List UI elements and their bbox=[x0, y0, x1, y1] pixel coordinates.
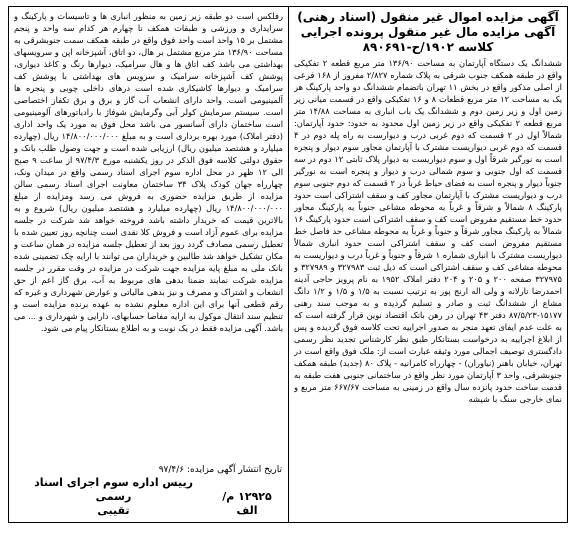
notice-case-number: کلاسه ۱۹۰۲/ح-۸۹۰۶۹۱ bbox=[362, 40, 494, 54]
notice-footer bbox=[15, 464, 282, 518]
signature-block bbox=[15, 476, 282, 518]
signatory-title: رییس اداره سوم اجرای اسناد رسمی bbox=[34, 476, 193, 503]
notice-title-line1: آگهی مزایده اموال غیر منقول (اسناد رهنی) bbox=[297, 10, 559, 24]
notice-body-right: ششدانگ یک دستگاه آپارتمان به مساحت ۱۳۶/۹۰ متر مربع قطعه ۲ تفکیکی واقع در طبقه همکف جنوب شرقی به پلاک شماره ۲/۸۲۷ مفروز از ۱۶۸ فرعی از اصلی مذکور واقع در بخش ۱۱ تهران باتضمام ششدانگ دو واحد پارکینگ هر یک به مساحت ۱۲ متر مربع قطعات ۸ و ۱۶ تفکیکی واقع در قسمت میانی زیر زمین اول و زیر زمین دوم و ششدانگ یک باب انباری به مساحت ۱۴/۸۸ متر مربع قطعه ۲ تفکیکی واقع در زیر زمین اول محدود به حدود: حدود آپارتمان: شمالاً اول در ۲ قسمت که دوم غربی درب و دیوارست به راه پله دوم در ۴ قسمت که دوم غربی دیواریست مشترک با آپارتمان مجاور سوم دیوار و پنجره است به نورگیر شرقاً اول و سوم دیواریست به دیوار پلاک ثابتی ۱۲ دوم در سه قسمت که اول جنوبی و سوم شمالی درب و دیوار و پنجره است به نورگیر جنوباً دیوار و پنجره است به فضای حیاط غرباً در ۲ قسمت که دوم جنوبی سوم درب و دیواریست مشترک با آپارتمان مجاور کف و سقف اشتراکی است حدود پارکینگ ۸ شمالاً و شرقاً و غرباً به محوطه مشاعی جنوباً به پارکینگ مجاور حدود خط مستقیم مفروض است کف و سقف اشتراکی است حدود پارکینگ ۱۶ شمالاً به پارکینگ مجاور شرقاً و جنوباً و غرباً به محوطه مشاعی حد فاصل خط مستقیم مفروض است کف و سقف اشتراکی است حدود انباری شمالاً دیواریست مشترک با انباری شماره ۱ شرقاً و جنوباً و غرباً درب و دیواریست به محوطه مشاعی کف و سقف اشتراکی است که ذیل ثبت ۳۲۷۹۸۳ و ۳۲۷۹۸۹ و ۳۲۷۹۷۵ صفحه ۲۰۰ و ۲۰۵ و ۲۰۴ دفتر املاک ۱۹۵۲ به نام پرویز حاجی آدینه احمدرضا تارلانه و ولی اله ارنج پور به ترتیب نسبت به ۱/۵ و ۱/۵ و ۱/۲ دانگ مشاع از ششدانگ ثبت و صادر و تسلیم گردیده و به موجب سند رهنی ۱۵۱۷۷-۸۷/۵/۲۳ دفتر ۴۳ تهران در رهن بانک اقتصاد نوین قرار گرفته است که به علت عدم ایفای تعهد منجر به صدور اجراییه تحت کلاسه فوق گردیده و پس از ابلاغ اجراییه به درخواست بستانکار طبق نظر کارشناس تجدید نظر رسمی دادگستری توصیف اجمالی مورد وثیقه عبارت است از: ملک فوق واقع است در تهران، خیابان باهنر (نیاوران) - چهارراه کامرانیه - پلاک ۸۰ (جدید) طبقه همکف جنوبشرقی، واحد ۳ آپارتمان مورد نظر واقع در ساختمانی جنوبی هفت طبقه به قدمت ساخت حدود پانزده سال واقع در زمینی به مساحت ۶۶۷/۶۷ متر مربع و نمای خارجی سنگ با شیشه bbox=[294, 58, 562, 404]
notice-right-column bbox=[288, 7, 567, 522]
notice-header bbox=[294, 10, 562, 55]
notice-body-left: رفلکس است دو طبقه زیر زمین به منظور انباری ها و تاسیسات و پارکینگ و سرایداری و ورزشی و طبقات همکف تا چهارم هر کدام سه واحد و پنجم مشتمل بر ۱۵ واحد است واحد فوق واقع در طبقه همکف سمت جنوبشرقی به مساحت ۱۳۶/۹۰ متر مربع مشتمل بر هال، دو اتاق، آشپزخانه اپن و سرویسهای بهداشتی می باشد کف اتاق ها و هال سرامیک، دیوارها رنگ و کاغذ دیواری، پوشش کف آشپزخانه سرامیک و سرویس های بهداشتی با پوشش کف سرامیک و دیوارها کاشیکاری شده است درهای داخلی چوبی و پنجره ها آلمینیومی است. واحد دارای انشعاب آب گاز و برق و برق تکفاز اختصاصی است. سیستم سرمایش کولر آبی وگرمایش شوفاژ با رادیاتورهای آلومینیومی است ساختمان دارای آسانسور می باشد محل فوق به مورد یک واحد اداری (دفتر املاک) مورد بهره برداری است و به مبلغ ۱۴/۸۰۰/۰۰۰/۰۰۰ ریال (چهارده میلیارد و هشتصد میلیون ریال) ارزیابی شده است و جهت وصول طلب بانک و حقوق دولتی کلاسه فوق الذکر در روز یکشنبه مورخ ۹۷/۴/۳ از ساعت ۹ صبح الی ۱۲ ظهر در محل اداره سوم اجرای اسناد رسمی واقع در میدان ونک، چهارراه جهان کودک پلاک ۳۴ ساختمان معاونت اجرای اسناد رسمی سالن مزایده از طریق مزایده حضوری به فروش می رسد ومزایده از مبلغ ۱۴/۸۰۰/۰۰۰/۰۰۰ ریال (چهارده میلیارد و هشتصد میلیون ریال) شروع و به بالاترین قیمت که خریدار داشته باشد فروخته خواهد شد شرکت در جلسه مزایده برای عموم آزاد است و فروش کلا نقدی است چنانچه روز تعیین شده با تعطیل رسمی مصادف گردد روز بعد از تعطیل جلسه مزایده در همان ساعت و مکان تشکیل خواهد شد طالبین و خریداران می توانند با ارایه چک تضمینی شده بانک ملی به مبلغ پایه مزایده جهت شرکت در مزایده در وقت مقرر در جلسه مزایده شرکت نمایند ضمنا بدهی های مربوط به آب، برق گاز اعم از حق انشعاب و اشتراک و مصرف و نیز بدهی مالیاتی و عوارض شهرداری و غیره که رقم قطعی آنها برای این اداره معلوم نشده به عهده برنده مزایده است و تنظیم سند انتقال موکول به ارایه مفاصا حسابهای، دارایی و شهرداری و ... می باشد. آگهی مزایده فقط در یک نوبت و به اطلاع بستانکار پیام می شود. bbox=[14, 11, 283, 333]
auction-notice bbox=[8, 6, 568, 523]
signatory bbox=[15, 476, 212, 518]
publication-date: تاریخ انتشار آگهی مزایده: ۹۷/۴/۶ bbox=[158, 465, 282, 475]
signatory-name: تقیبی bbox=[97, 504, 130, 517]
notice-title-line2: آگهی مزایده مال غیر منقول پرونده اجرایی bbox=[300, 25, 556, 39]
notice-number: ۱۲۹۲۵ م/الف bbox=[222, 490, 272, 517]
notice-left-column bbox=[9, 7, 288, 522]
